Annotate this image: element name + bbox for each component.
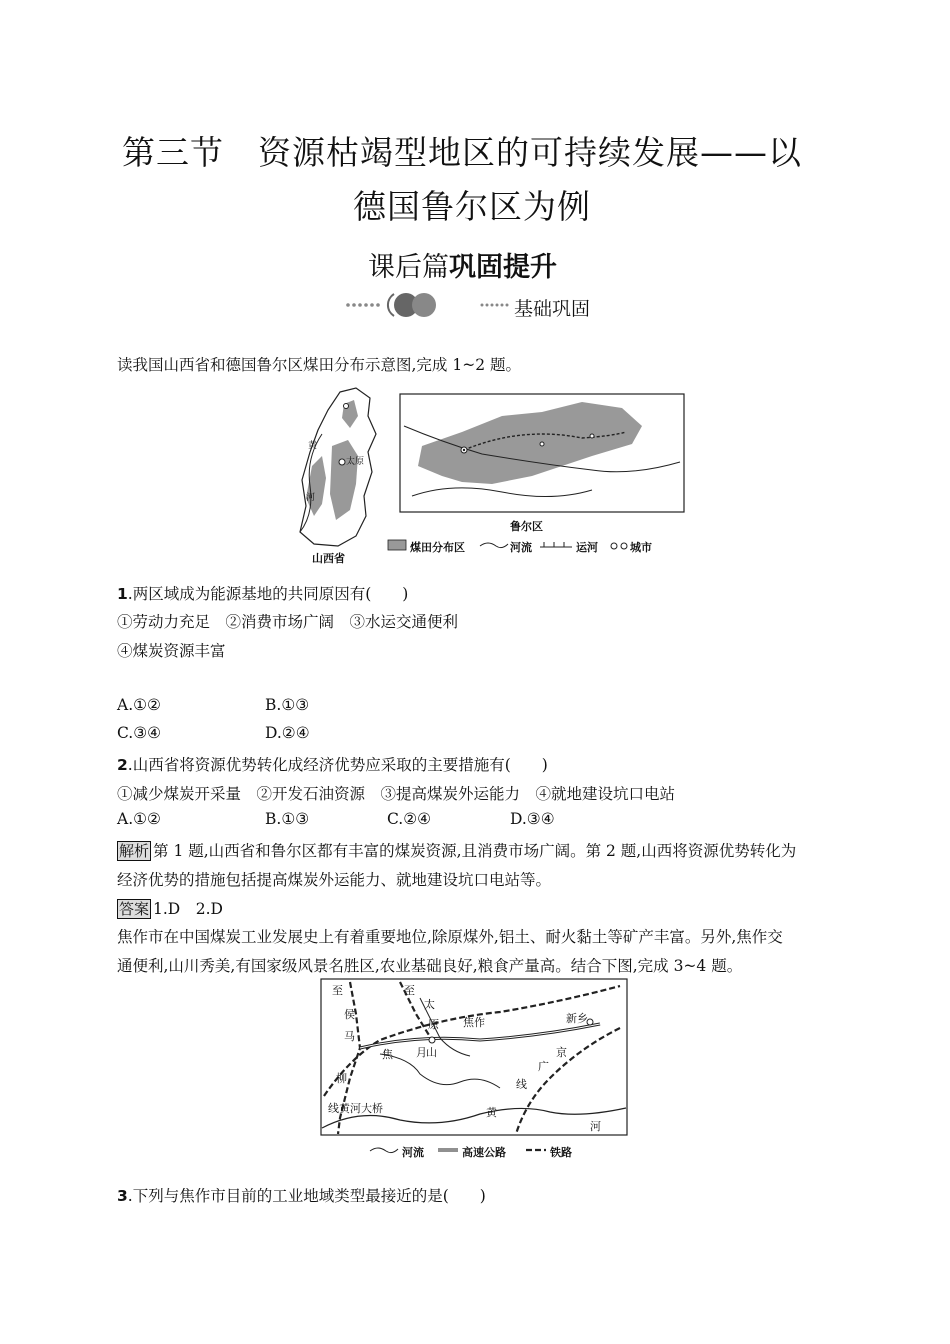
map-label-jing: 京 (556, 1046, 567, 1059)
answer-text: 1.D 2.D (153, 900, 223, 918)
map-label-xian: 线 (516, 1078, 527, 1091)
legend-canal-icon (540, 542, 572, 547)
jiaozuo-city-icon (429, 1037, 435, 1043)
q3-stem-text: .下列与焦作市目前的工业地域类型最接近的是( ) (127, 1187, 486, 1205)
map-label-huang: 黄 (486, 1106, 497, 1119)
legend-coal-label: 煤田分布区 (410, 541, 465, 554)
answer-tag: 答案 (119, 900, 150, 918)
analysis-line-1 (117, 839, 796, 861)
figure-coal-fields (292, 386, 692, 570)
analysis-text-1: 第 1 题,山西省和鲁尔区都有丰富的煤炭资源,且消费市场广阔。第 2 题,山西将资源优势转化为 (153, 842, 797, 860)
q1-number: 1 (117, 585, 128, 603)
jiaozuo-map (320, 978, 630, 1164)
map-label-ma: 马 (344, 1030, 355, 1043)
q2-option-a: A.①② (117, 810, 161, 828)
map-label-tai: 太 (424, 998, 435, 1011)
q1-option-c: C.③④ (117, 724, 162, 742)
q1-statements-2: ④煤炭资源丰富 (117, 642, 226, 660)
legend-coal-swatch-icon (388, 540, 406, 550)
q1-option-b: B.①③ (265, 696, 310, 714)
q3-number: 3 (117, 1187, 128, 1205)
map-label-yue: 月 (416, 1046, 427, 1059)
map-label-zhi-1: 至 (332, 984, 343, 997)
q2-number: 2 (117, 756, 128, 774)
legend-river-icon (480, 543, 508, 548)
q1-stem-text: .两区域成为能源基地的共同原因有( ) (127, 585, 409, 603)
intro-text-2-line-1: 焦作市在中国煤炭工业发展史上有着重要地位,除原煤外,铝土、耐火黏土等矿产丰富。另外,焦作交 (117, 928, 783, 946)
legend-canal-label: 运河 (576, 541, 598, 554)
map-label-hou: 侯 (344, 1008, 355, 1021)
section-label: 基础巩固 (514, 298, 591, 320)
map-label-he: 河 (590, 1120, 601, 1133)
intro-text-2-line-2: 通便利,山川秀美,有国家级风景名胜区,农业基础良好,粮食产量高。结合下图,完成 3~4 题。 (117, 957, 743, 975)
figure-jiaozuo-map (320, 978, 630, 1164)
map-label-xinxiang: 新乡 (566, 1012, 588, 1025)
legend-river-label: 河流 (510, 541, 532, 554)
datong-city-icon (344, 404, 349, 409)
section-decoration-icon (344, 288, 514, 322)
map-label-bridge: 线黄河大桥 (328, 1102, 383, 1115)
taiyuan-city-icon (339, 459, 345, 465)
ruhr-city-dot-icon (463, 449, 465, 451)
map-label-jiao: 焦 (382, 1048, 393, 1061)
q1-statements-1: ①劳动力充足 ②消费市场广阔 ③水运交通便利 (117, 613, 459, 631)
legend-railway-label: 铁路 (550, 1146, 572, 1159)
ruhr-city-icon-2 (540, 442, 544, 446)
map-label-zhi-2: 至 (404, 984, 415, 997)
q3-stem (117, 1184, 486, 1206)
map-label-jiaozuo: 焦作 (463, 1016, 485, 1029)
section-header (344, 288, 614, 322)
map-label-shan: 山 (426, 1046, 437, 1059)
shanxi-label: 山西省 (312, 552, 345, 565)
map-label-yuan: 原 (428, 1018, 439, 1031)
legend-river-label: 河流 (402, 1146, 424, 1159)
subtitle (368, 245, 557, 284)
answer-line (117, 897, 223, 919)
q2-stem-text: .山西省将资源优势转化成经济优势应采取的主要措施有( ) (127, 756, 548, 774)
q1-option-d: D.②④ (265, 724, 310, 742)
subtitle-bold: 巩固提升 (449, 252, 557, 283)
analysis-line-2: 经济优势的措施包括提高煤炭外运能力、就地建设坑口电站等。 (117, 871, 552, 889)
q2-stem (117, 753, 548, 775)
yellow-river-char-2: 河 (306, 493, 316, 503)
legend-river-icon (370, 1148, 398, 1153)
q1-stem (117, 582, 408, 604)
yellow-river-char-1: 黄 (308, 441, 318, 451)
map-label-guang: 广 (538, 1060, 549, 1073)
page-title-line1: 第三节 资源枯竭型地区的可持续发展——以 (122, 133, 802, 172)
ruhr-label: 鲁尔区 (510, 520, 543, 533)
q2-option-d: D.③④ (510, 810, 555, 828)
legend-city-label: 城市 (630, 541, 652, 554)
taiyuan-label: 太原 (346, 457, 365, 467)
q1-option-a: A.①② (117, 696, 161, 714)
q2-option-b: B.①③ (265, 810, 310, 828)
map-label-liu: 柳 (336, 1072, 347, 1085)
legend-city-icon-2 (621, 543, 627, 549)
analysis-tag: 解析 (119, 842, 150, 860)
intro-text-1: 读我国山西省和德国鲁尔区煤田分布示意图,完成 1~2 题。 (117, 356, 521, 374)
legend-city-icon (611, 543, 617, 549)
page-title-line2: 德国鲁尔区为例 (353, 187, 591, 226)
q2-statements: ①减少煤炭开采量 ②开发石油资源 ③提高煤炭外运能力 ④就地建设坑口电站 (117, 785, 676, 803)
subtitle-normal: 课后篇 (368, 252, 449, 283)
ruhr-city-icon-3 (590, 434, 594, 438)
legend-expressway-label: 高速公路 (462, 1146, 506, 1159)
q2-option-c: C.②④ (387, 810, 432, 828)
